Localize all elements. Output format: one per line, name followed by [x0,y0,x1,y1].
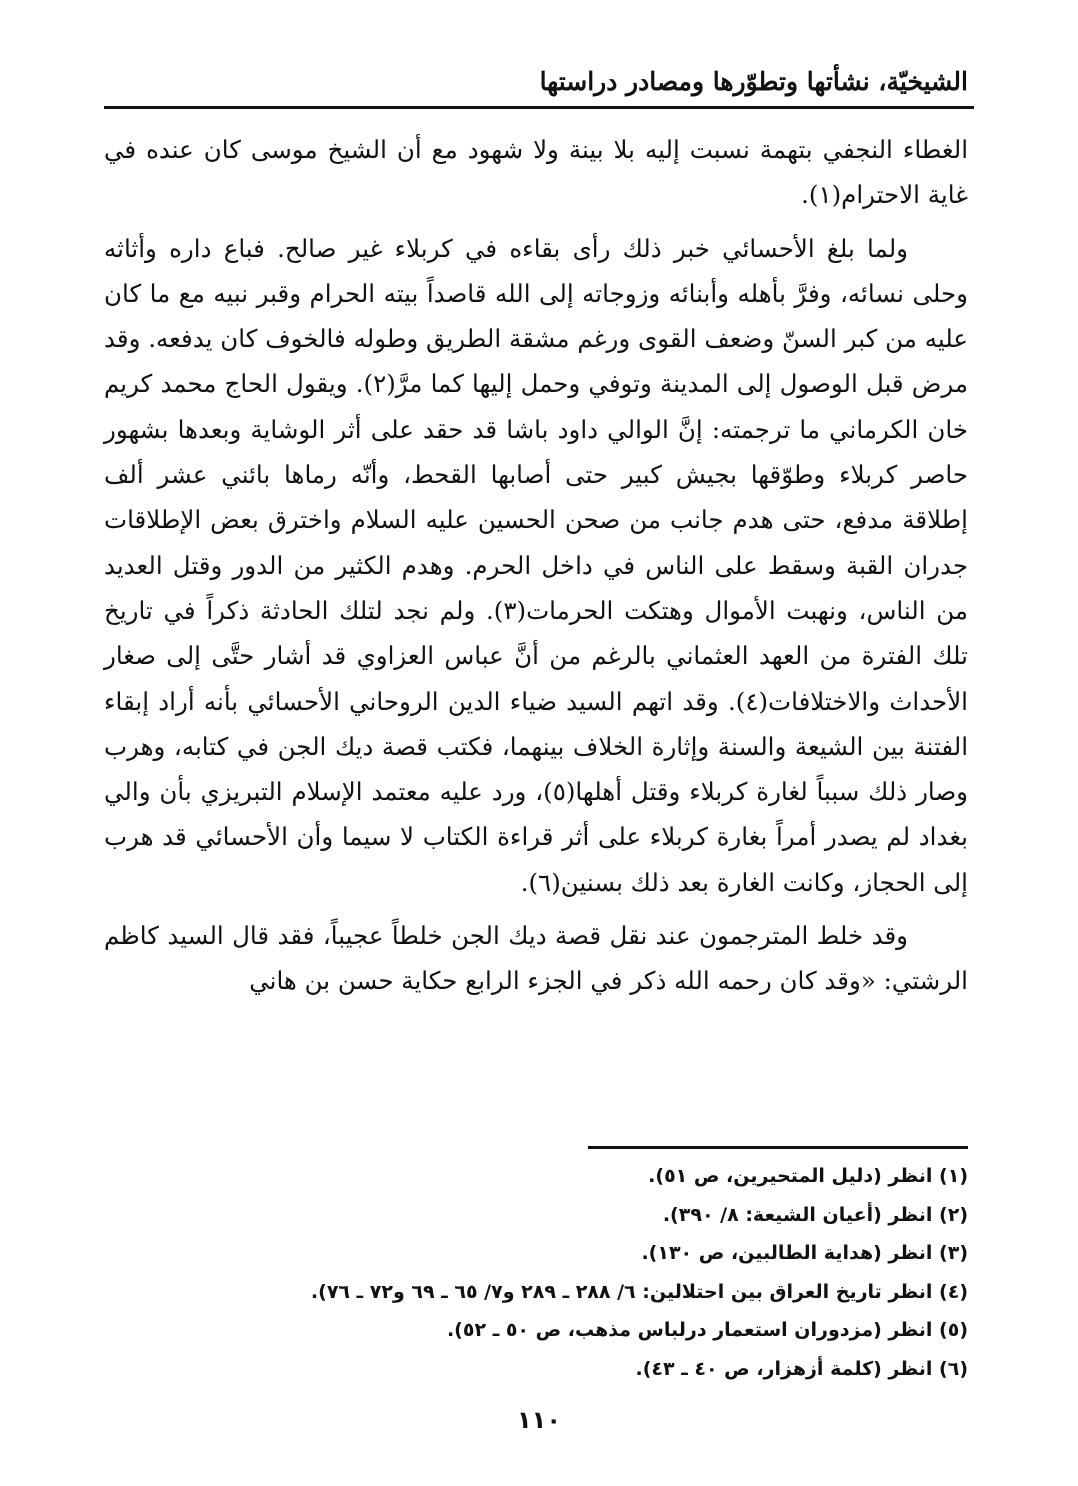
page-number: ١١٠ [517,1406,561,1434]
paragraph-3-text: وقد خلط المترجمون عند نقل قصة ديك الجن خلطاً عجيباً، فقد قال السيد كاظم الرشتي: «وقد كان رحمه الله ذكر في الجزء الرابع حكاية حسن بن هاني [104,921,968,996]
paragraph-2 [104,226,968,905]
main-text [104,127,968,1004]
footnote-rule [588,1146,968,1149]
running-header [104,62,968,108]
footnote-5: (٥) انظر (مزدوران استعمار درلباس مذهب، ص ٥٠ ـ ٥٢). [446,1319,968,1341]
footnote-1: (١) انظر (دليل المتحيرين، ص ٥١). [648,1165,968,1187]
paragraph-3 [104,913,968,1004]
header-title: الشيخيّة، نشأتها وتطوّرها ومصادر دراستها [539,67,968,96]
footnote-2: (٢) انظر (أعيان الشيعة: ٨/ ٣٩٠). [662,1203,968,1226]
footnote-6: (٦) انظر (كلمة أزهزار، ص ٤٠ ـ ٤٣). [635,1357,968,1380]
paragraph-2-text: ولما بلغ الأحسائي خبر ذلك رأى بقاءه في كربلاء غير صالح. فباع داره وأثاثه وحلى نسائه، وفرَّ بأهله وأبنائه وزوجاته إلى الله قاصداً بيته الحرام وقبر نبيه مع ما كان عليه من كبر السنّ وضعف القوى ورغم مشقة الطريق وطوله فالخوف كان يدفعه. وقد مرض قبل الوصول إلى المدينة وتوفي وحمل إليها كما مرَّ(٢). ويقول الحاج محمد كريم خان الكرماني ما ترجمته: إنَّ الوالي داود باشا قد حقد على أثر الوشاية وبعدها بشهور حاصر كربلاء وطوّقها بجيش كبير حتى أصابها القحط، وأنّه رماها بائني عشر ألف إطلاقة مدفع، حتى هدم جانب من صحن الحسين عليه السلام واخترق بعض الإطلاقات جدران القبة وسقط على الناس في داخل الحرم. وهدم الكثير من الدور وقتل العديد من الناس، ونهبت الأموال وهتكت الحرمات(٣). ولم نجد لتلك الحادثة ذكراً في تاريخ تلك الفترة من العهد العثماني بالرغم من أنَّ عباس العزاوي قد أشار حتَّى إلى صغار الأحداث والاختلافات(٤). وقد اتهم السيد ضياء الدين الروحاني الأحسائي بأنه أراد إبقاء الفتنة بين الشيعة والسنة وإثارة الخلاف بينهما، فكتب قصة ديك الجن في كتابه، وهرب وصار ذلك سبباً لغارة كربلاء وقتل أهلها(٥)، ورد عليه معتمد الإسلام التبريزي بأن والي بغداد لم يصدر أمراً بغارة كربلاء على أثر قراءة الكتاب لا سيما وأن الأحسائي قد هرب إلى الحجاز، وكانت الغارة بعد ذلك بسنين(٦). [104,233,968,897]
footnote-4: (٤) انظر تاريخ العراق بين احتلالين: ٦/ ٢٨٨ ـ ٢٨٩ و٧/ ٦٥ ـ ٦٩ و٧٢ ـ ٧٦). [310,1280,968,1303]
header-rule [104,106,974,109]
footnotes [104,1157,968,1388]
footnote-3: (٣) انظر (هداية الطالبين، ص ١٣٠). [641,1242,968,1264]
paragraph-1: الغطاء النجفي بتهمة نسبت إليه بلا بينة ولا شهود مع أن الشيخ موسى كان عنده في غاية الاحترام(١). [104,135,968,210]
